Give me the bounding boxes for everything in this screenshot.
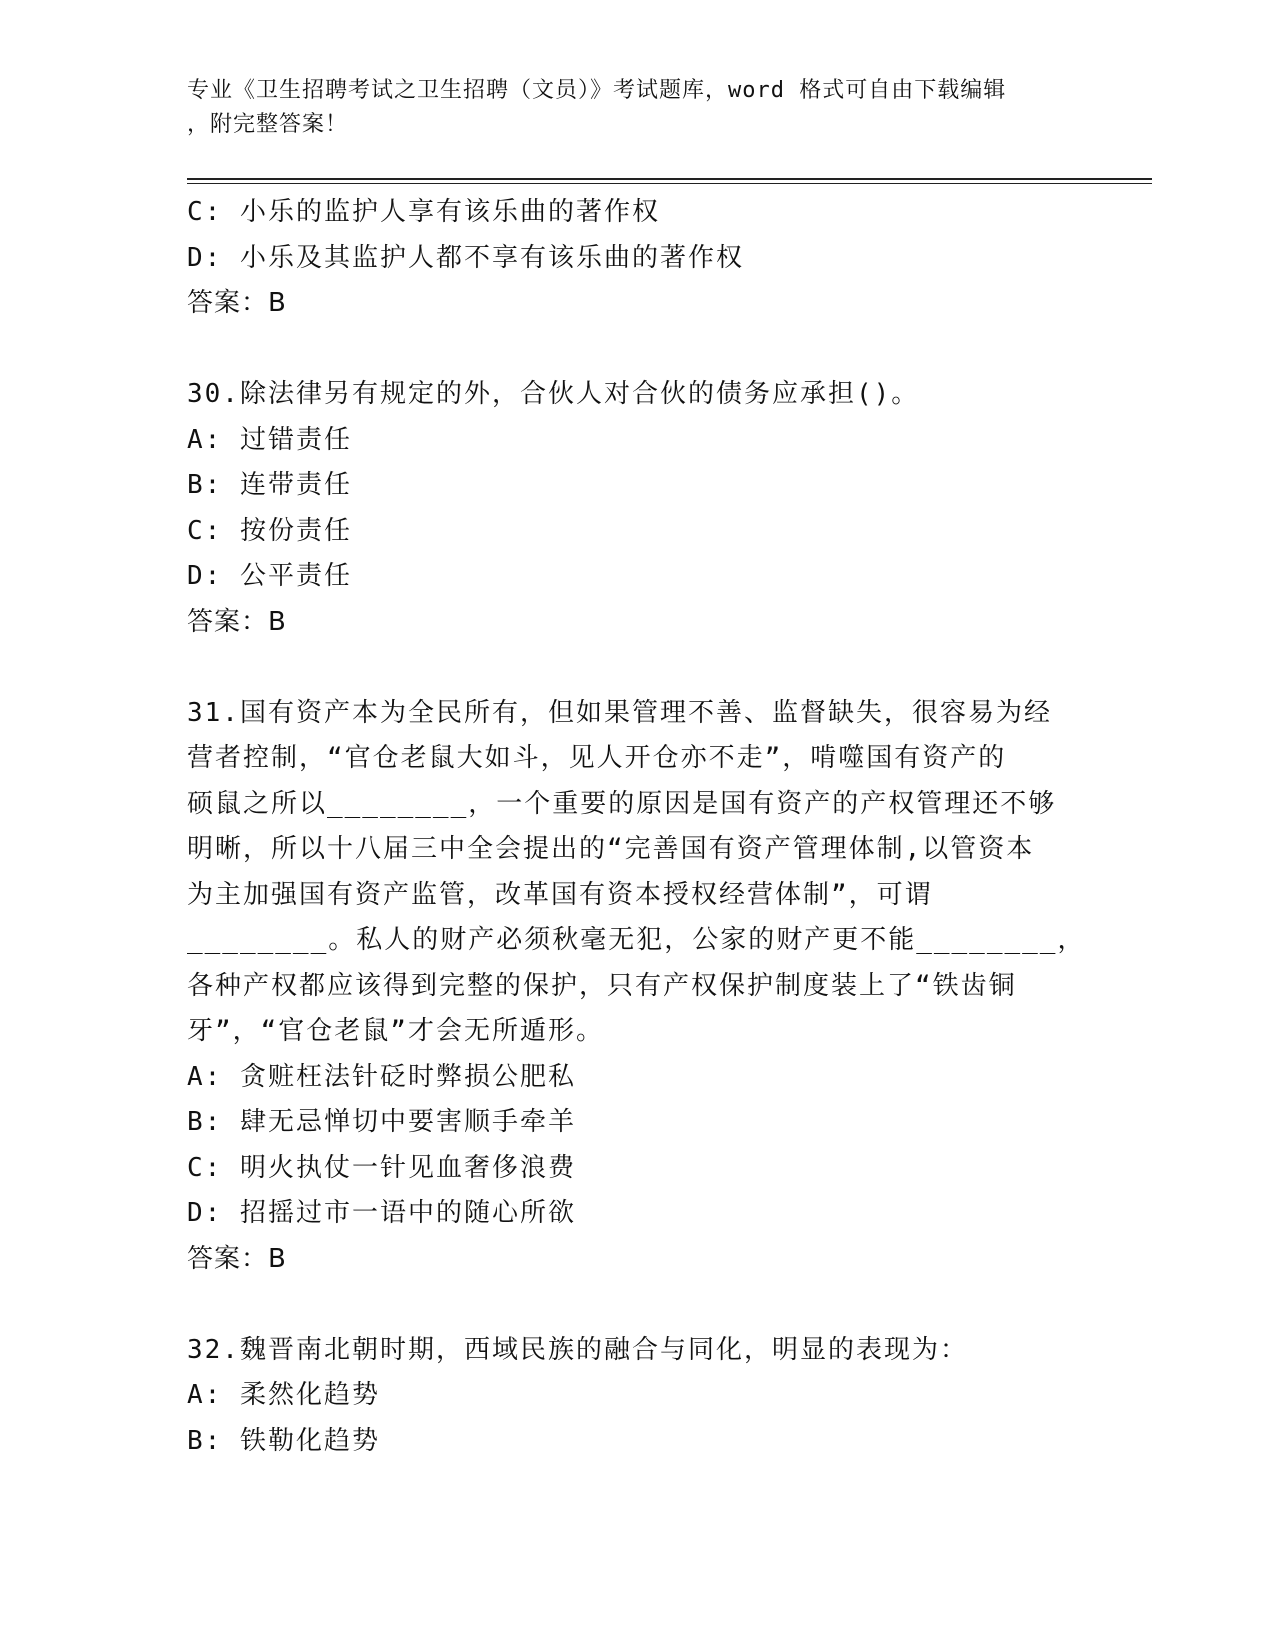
question-29	[187, 190, 1087, 327]
question-31	[187, 691, 1087, 1283]
question-stem-line: 31.国有资产本为全民所有，但如果管理不善、监督缺失，很容易为经	[187, 697, 1052, 728]
question-stem-line: 牙”，“官仓老鼠”才会无所遁形。	[187, 1016, 604, 1046]
header-divider-thick	[187, 178, 1152, 180]
option-c: C: 小乐的监护人享有该乐曲的著作权	[187, 197, 660, 227]
option-d: D: 公平责任	[187, 561, 352, 591]
option-b: B: 铁勒化趋势	[187, 1425, 380, 1456]
header-line-2: ，附完整答案！	[187, 112, 349, 137]
question-stem: 32.魏晋南北朝时期，西域民族的融合与同化，明显的表现为：	[187, 1334, 968, 1365]
option-a: A: 过错责任	[187, 424, 352, 455]
spacer	[187, 1282, 1087, 1328]
question-30	[187, 372, 1087, 645]
option-b: B: 连带责任	[187, 470, 352, 500]
question-stem-line: 营者控制，“官仓老鼠大如斗，见人开仓亦不走”，啃噬国有资产的	[187, 743, 1007, 773]
question-32	[187, 1328, 1087, 1465]
answer-line: 答案：B	[187, 1243, 287, 1274]
option-b: B: 肆无忌惮切中要害顺手牵羊	[187, 1107, 576, 1137]
question-stem: 30.除法律另有规定的外，合伙人对合伙的债务应承担()。	[187, 379, 920, 409]
question-stem-line: ________。私人的财产必须秋毫无犯，公家的财产更不能________，	[187, 925, 1086, 955]
option-c: C: 按份责任	[187, 515, 352, 546]
question-stem-line: 为主加强国有资产监管，改革国有资本授权经营体制”，可谓	[187, 879, 933, 910]
option-d: D: 招摇过市一语中的随心所欲	[187, 1198, 576, 1228]
header-line-1: 专业《卫生招聘考试之卫生招聘（文员）》考试题库，word 格式可自由下载编辑	[187, 78, 1007, 103]
question-stem-line: 各种产权都应该得到完整的保护，只有产权保护制度装上了“铁齿铜	[187, 970, 1017, 1001]
header-divider-thin	[187, 183, 1152, 184]
option-a: A: 贪赃枉法针砭时弊损公肥私	[187, 1061, 576, 1092]
answer-line: 答案：B	[187, 288, 287, 318]
answer-line: 答案：B	[187, 606, 287, 637]
option-a: A: 柔然化趋势	[187, 1380, 380, 1410]
option-c: C: 明火执仗一针见血奢侈浪费	[187, 1152, 576, 1183]
question-stem-line: 硕鼠之所以________，一个重要的原因是国有资产的产权管理还不够	[187, 788, 1057, 819]
spacer	[187, 645, 1087, 691]
document-header	[187, 74, 1067, 142]
question-list	[187, 190, 1087, 1464]
option-d: D: 小乐及其监护人都不享有该乐曲的著作权	[187, 242, 744, 273]
spacer	[187, 327, 1087, 373]
question-stem-line: 明晰，所以十八届三中全会提出的“完善国有资产管理体制,以管资本	[187, 834, 1035, 864]
